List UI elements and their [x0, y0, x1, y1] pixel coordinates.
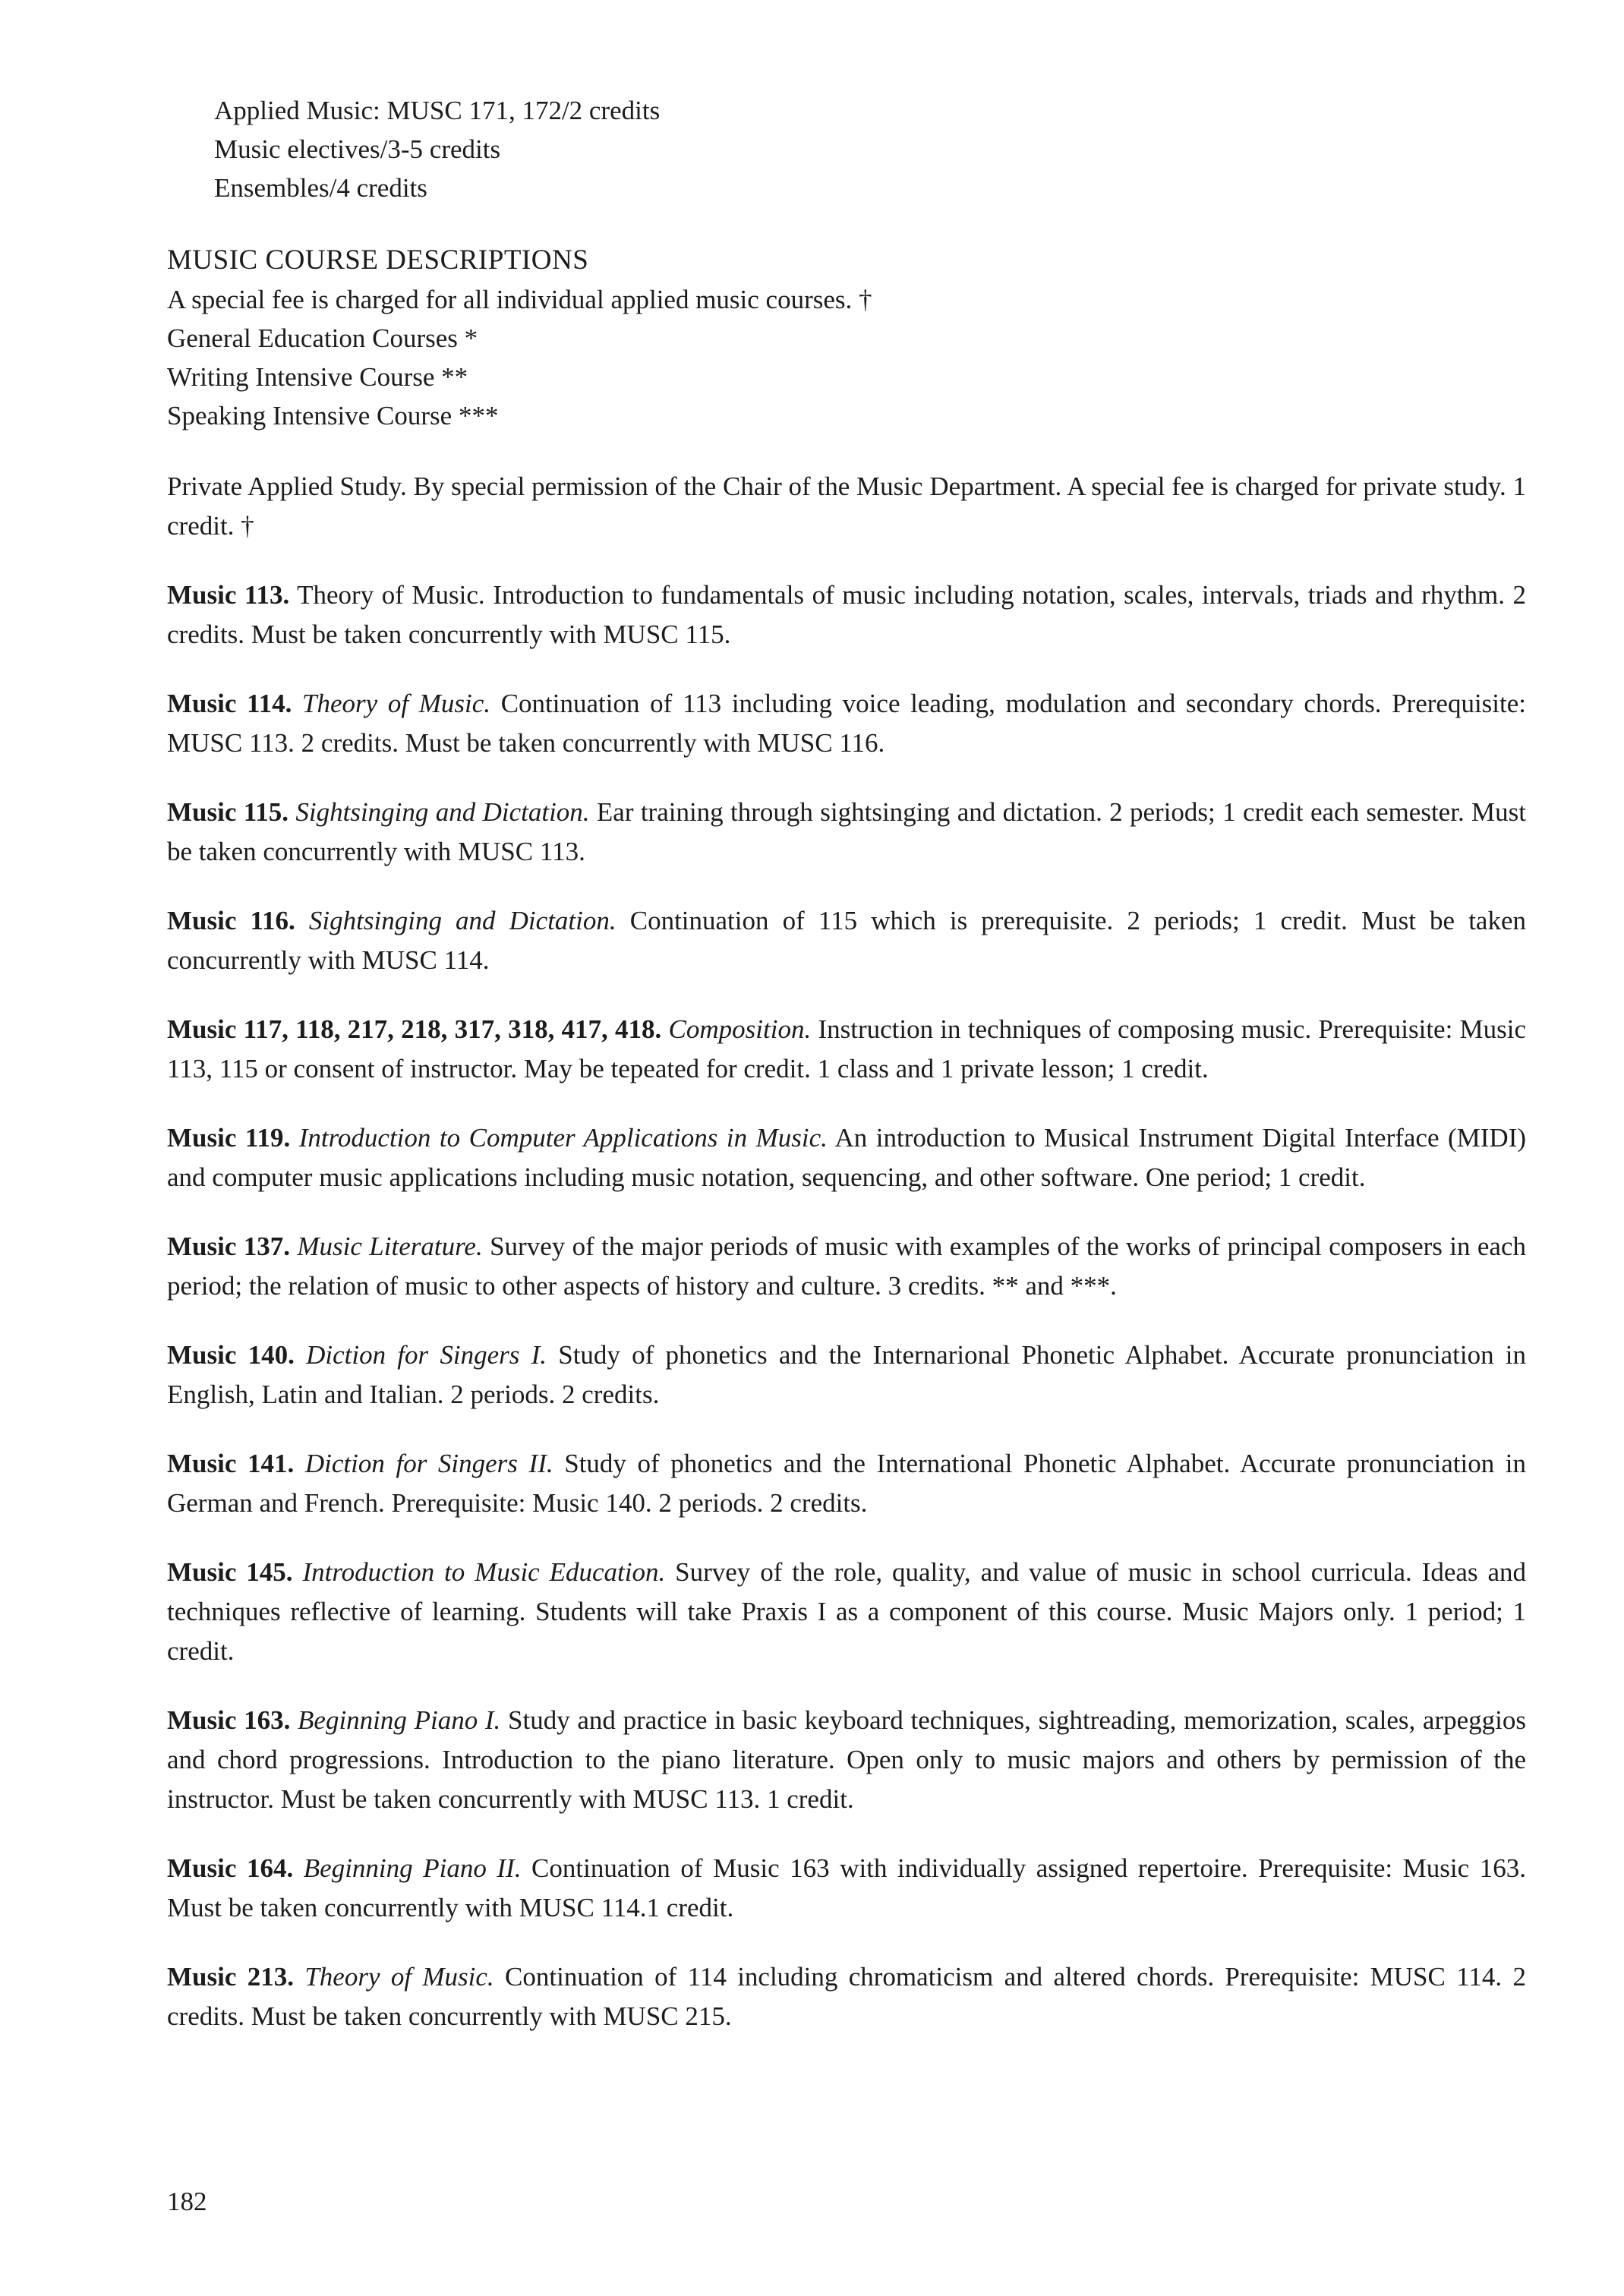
- course-entry: [167, 1957, 1526, 2036]
- course-description: Study of phonetics and the International Phonetic Alphabet. Accurate pronunciation in German and French. Prerequisite: Music 140. 2 periods. 2 credits.: [167, 1449, 1527, 1518]
- course-entry: [167, 1336, 1526, 1414]
- course-code: Music 117, 118, 217, 218, 317, 318, 417, 418.: [167, 1014, 662, 1044]
- requirement-applied-music: Applied Music: MUSC 171, 172/2 credits: [214, 96, 661, 125]
- course-descriptions: [167, 467, 1526, 2036]
- course-entry: [167, 1227, 1526, 1306]
- course-description: Study of phonetics and the Internarional Phonetic Alphabet. Accurate pronunciation in English, Latin and Italian. 2 periods. 2 credits.: [167, 1340, 1527, 1409]
- course-description: Continuation of 113 including voice leading, modulation and secondary chords. Prerequisite: MUSC 113. 2 credits. Must be taken concurrently with MUSC 116.: [167, 689, 1527, 758]
- course-entry: [167, 576, 1526, 654]
- course-description: Survey of the role, quality, and value of music in school curricula. Ideas and techniques reflective of learning. Students will take Praxis I as a component of this course. Music Majors only. 1 period; 1 credit.: [167, 1557, 1527, 1666]
- course-title: Theory of Music.: [302, 689, 491, 718]
- course-description: Private Applied Study. By special permission of the Chair of the Music Department. A special fee is charged for private study. 1 credit. †: [167, 472, 1526, 541]
- course-description: Theory of Music. Introduction to fundamentals of music including notation, scales, intervals, triads and rhythm. 2 credits. Must be taken concurrently with MUSC 115.: [167, 580, 1526, 649]
- course-code: Music 113.: [167, 580, 290, 610]
- course-title: Introduction to Computer Applications in Music.: [298, 1123, 828, 1153]
- course-title: Composition.: [668, 1014, 812, 1044]
- legend-fee-note: A special fee is charged for all individual applied music courses. †: [167, 285, 872, 314]
- course-title: Sightsinging and Dictation.: [295, 797, 590, 827]
- course-code: Music 141.: [167, 1449, 295, 1478]
- course-entry: [167, 1553, 1526, 1671]
- course-entry: [167, 1010, 1526, 1089]
- course-entry: [167, 793, 1526, 872]
- course-title: Music Literature.: [297, 1232, 483, 1261]
- course-title: Diction for Singers II.: [304, 1449, 553, 1478]
- legend-speaking-intensive: Speaking Intensive Course ***: [167, 401, 499, 430]
- legend-writing-intensive: Writing Intensive Course **: [167, 362, 468, 392]
- course-title: Beginning Piano II.: [303, 1853, 522, 1883]
- course-code: Music 137.: [167, 1232, 291, 1261]
- course-entry: [167, 1118, 1526, 1197]
- course-description: Instruction in techniques of composing music. Prerequisite: Music 113, 115 or consent of instructor. May be tepeated for credit. 1 class and 1 private lesson; 1 credit.: [167, 1014, 1527, 1083]
- legend-general-education: General Education Courses *: [167, 323, 478, 353]
- course-entry: [167, 901, 1526, 980]
- course-code: Music 213.: [167, 1962, 294, 1992]
- page-number: 182: [167, 2187, 207, 2216]
- requirement-music-electives: Music electives/3-5 credits: [214, 134, 501, 164]
- course-description: Continuation of 114 including chromaticism and altered chords. Prerequisite: MUSC 114. 2 credits. Must be taken concurrently with MUSC 215.: [167, 1962, 1526, 2031]
- course-description: Study and practice in basic keyboard techniques, sightreading, memorization, scales, arpeggios and chord progressions. Introduction to the piano literature. Open only to music majors and others by permission of the instructor. Must be taken concurrently with MUSC 113. 1 credit.: [167, 1705, 1526, 1814]
- course-code: Music 164.: [167, 1853, 294, 1883]
- course-description: Continuation of 115 which is prerequisite. 2 periods; 1 credit. Must be taken concurrently with MUSC 114.: [167, 906, 1526, 975]
- course-description: Survey of the major periods of music with examples of the works of principal composers in each period; the relation of music to other aspects of history and culture. 3 credits. ** and ***.: [167, 1232, 1526, 1301]
- course-code: Music 163.: [167, 1705, 291, 1735]
- course-code: Music 115.: [167, 797, 289, 827]
- course-description: Ear training through sightsinging and dictation. 2 periods; 1 credit each semester. Must be taken concurrently with MUSC 113.: [167, 797, 1526, 866]
- course-title: Theory of Music.: [304, 1962, 494, 1992]
- course-title: Beginning Piano I.: [298, 1705, 501, 1735]
- course-description: An introduction to Musical Instrument Digital Interface (MIDI) and computer music applications including music notation, sequencing, and other software. One period; 1 credit.: [167, 1123, 1526, 1192]
- course-code: Music 116.: [167, 906, 295, 935]
- course-entry: [167, 684, 1526, 763]
- course-code: Music 114.: [167, 689, 292, 718]
- legend: [167, 280, 1526, 435]
- course-entry: [167, 1701, 1526, 1819]
- section-title: MUSIC COURSE DESCRIPTIONS: [167, 244, 589, 276]
- course-title: Introduction to Music Education.: [302, 1557, 666, 1587]
- course-entry: [167, 467, 1526, 546]
- course-description: Continuation of Music 163 with individually assigned repertoire. Prerequisite: Music 163. Must be taken concurrently with MUSC 114.1 credit.: [167, 1853, 1526, 1922]
- course-entry: [167, 1849, 1526, 1928]
- requirement-ensembles: Ensembles/4 credits: [214, 173, 427, 203]
- course-title: Sightsinging and Dictation.: [308, 906, 616, 935]
- course-title: Diction for Singers I.: [306, 1340, 547, 1370]
- catalog-page: [167, 91, 1526, 2063]
- course-entry: [167, 1444, 1526, 1523]
- course-code: Music 140.: [167, 1340, 295, 1370]
- course-code: Music 119.: [167, 1123, 291, 1153]
- course-code: Music 145.: [167, 1557, 293, 1587]
- requirements-list: [214, 91, 1526, 207]
